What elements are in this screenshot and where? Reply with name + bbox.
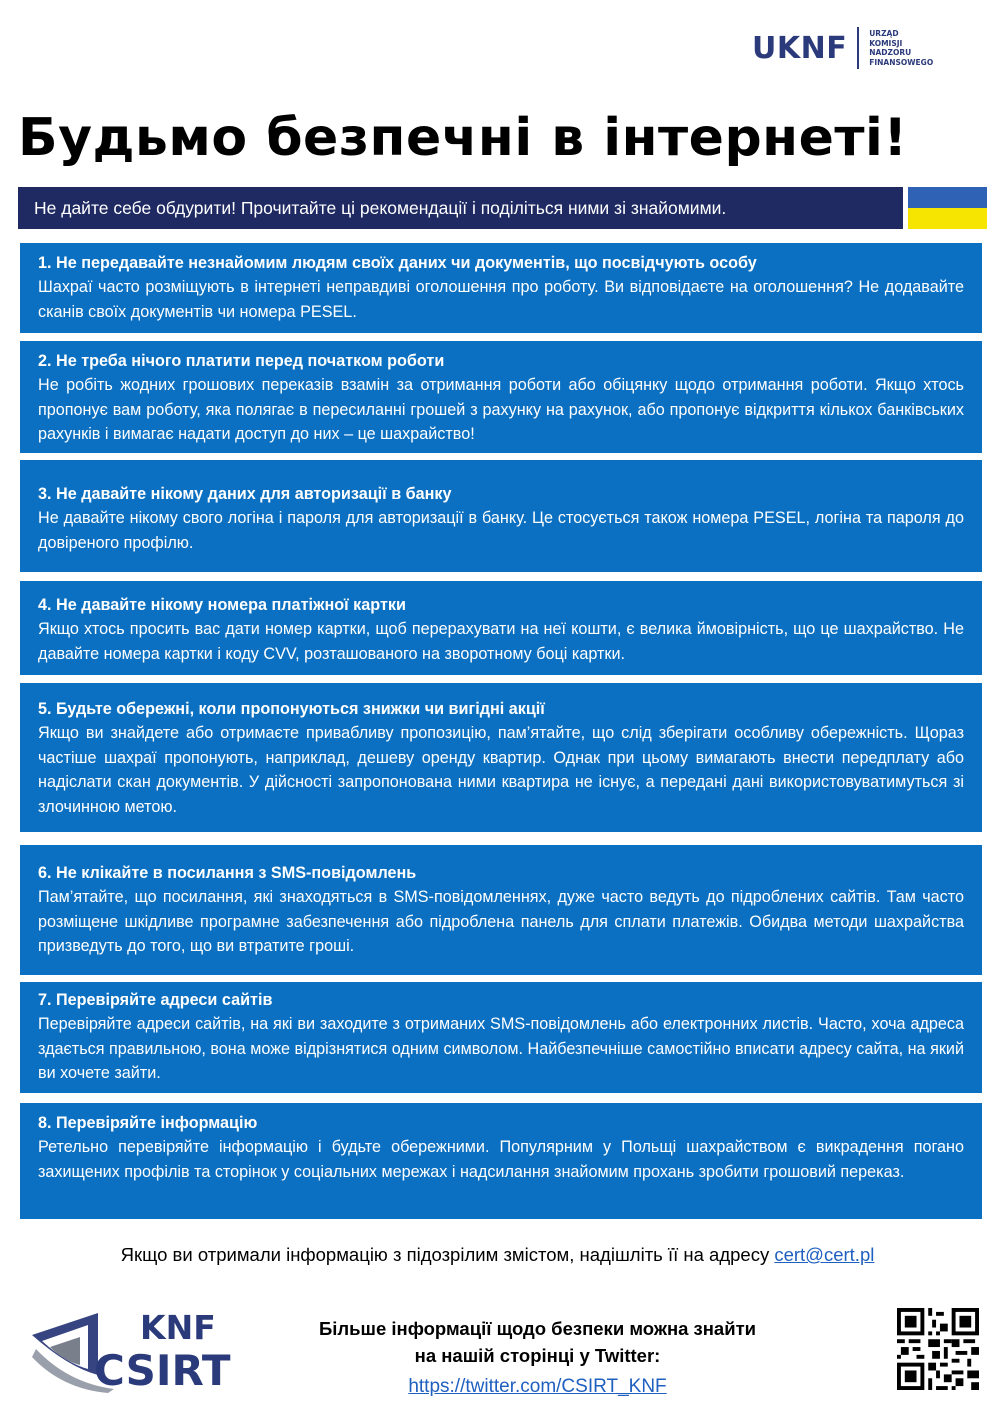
tip-body: Перевіряйте адреси сайтів, на які ви заходите з отриманих SMS-повідомлень або електронних листів. Часто, хоча адреса здається правильною, вона може відрізнятися одним символом. Найбезпечніше самостійно вписати адресу сайта, на який ви хочете зайти. xyxy=(38,1015,964,1082)
tip-card-6 xyxy=(20,845,982,975)
tip-body: Якщо хтось просить вас дати номер картки, щоб перерахувати на неї кошти, є велика ймовірність, що це шахрайство. Не давайте номера картки і коду CVV, розташованого на зворотному боці картки. xyxy=(38,620,964,663)
uknf-logo xyxy=(752,26,933,70)
tip-heading: 3. Не давайте нікому даних для авторизації в банку xyxy=(38,485,452,503)
tip-body: Пам’ятайте, що посилання, які знаходяться в SMS-повідомленнях, дуже часто ведуть до підроблених сайтів. Там часто розміщене шкідливе програмне забезпечення або підроблена панель для сплати платежів. Обидва методи шахрайства призведуть до того, що ви втратите гроші. xyxy=(38,888,964,955)
tip-body: Ретельно перевіряйте інформацію і будьте обережними. Популярним у Польщі шахрайством є викрадення погано захищених профілів та сторінок у соціальних мережах і надсилання знайомим прохань зробити грошовий переказ. xyxy=(38,1138,964,1181)
tip-body: Не робіть жодних грошових переказів взамін за отримання роботи або обіцянку щодо отримання роботи. Якщо хтось пропонує вам роботу, яка полягає в пересиланні грошей з рахунку на рахунок, або пропонує відкриття кількох банківських рахунків і вимагає надати доступ до них – це шахрайство! xyxy=(38,376,964,443)
uknf-logo-word: UKNF xyxy=(752,30,848,66)
knf-csirt-logo xyxy=(28,1305,233,1395)
tip-card-7 xyxy=(20,982,982,1093)
uknf-logo-sub-line: KOMISJI xyxy=(869,38,903,48)
subtitle-text: Не дайте себе обдурити! Прочитайте ці рекомендації і поділіться ними зі знайомими. xyxy=(34,197,727,218)
tip-card-8 xyxy=(20,1103,982,1219)
tip-body: Шахраї часто розміщують в інтернеті неправдиві оголошення про роботу. Ви відповідаєте на оголошення? Не додавайте сканів своїх документів чи номера PESEL. xyxy=(38,278,964,321)
more-info-line: на нашій сторінці у Twitter: xyxy=(414,1345,661,1366)
tip-heading: 8. Перевіряйте інформацію xyxy=(38,1114,258,1132)
qr-code-icon[interactable] xyxy=(897,1307,979,1391)
tip-card-5 xyxy=(20,683,982,832)
tip-heading: 2. Не треба нічого платити перед початком роботи xyxy=(38,352,445,370)
ukraine-flag-icon xyxy=(908,187,987,229)
tip-card-2 xyxy=(20,341,982,453)
tip-heading: 5. Будьте обережні, коли пропонуються знижки чи вигідні акції xyxy=(38,700,545,718)
tip-heading: 4. Не давайте нікому номера платіжної картки xyxy=(38,596,406,614)
report-text: Якщо ви отримали інформацію з підозрілим змістом, надішліть її на адресу xyxy=(120,1244,775,1265)
uknf-logo-sub-line: FINANSOWEGO xyxy=(869,57,934,67)
tip-heading: 1. Не передавайте незнайомим людям своїх даних чи документів, що посвідчують особу xyxy=(38,254,757,272)
tip-heading: 7. Перевіряйте адреси сайтів xyxy=(38,991,273,1009)
uknf-logo-divider xyxy=(857,27,859,69)
knf-logo-bottom: CSIRT xyxy=(94,1346,231,1395)
report-email-link[interactable]: cert@cert.pl xyxy=(774,1244,875,1265)
uknf-logo-sub-line: NADZORU xyxy=(869,48,912,57)
more-info-text xyxy=(260,1315,815,1369)
page-title: Будьмо безпечні в інтернеті! xyxy=(18,108,908,168)
tip-body: Не давайте нікому свого логіна і пароля для авторизації в банку. Це стосується також номера PESEL, логіна та пароля до довіреного профілю. xyxy=(38,509,964,552)
flag-blue-stripe xyxy=(908,187,987,208)
more-info-line: Більше інформації щодо безпеки можна знайти xyxy=(318,1318,757,1339)
subtitle-banner xyxy=(18,187,903,229)
tip-body: Якщо ви знайдете або отримаєте привабливу пропозицію, пам’ятайте, що слід зберігати особливу обережність. Щораз частіше шахраї пропонують, наприклад, дешеву оренду квартир. Однак при цьому вимагають внести передплату або надіслати скан документів. У дійсності запропонована ними квартира не існує, а передані дані використовуватимуться зі злочинною метою. xyxy=(38,724,964,816)
tip-heading: 6. Не клікайте в посилання з SMS-повідомлень xyxy=(38,864,417,882)
uknf-logo-sub-line: URZĄD xyxy=(869,29,899,38)
tip-card-3 xyxy=(20,460,982,572)
tip-card-4 xyxy=(20,581,982,675)
flag-yellow-stripe xyxy=(908,208,987,229)
twitter-link[interactable]: https://twitter.com/CSIRT_KNF xyxy=(408,1376,667,1397)
tip-card-1 xyxy=(20,243,982,333)
knf-logo-top: KNF xyxy=(140,1308,216,1347)
report-line xyxy=(0,1244,995,1266)
uknf-logo-subtitle xyxy=(869,29,933,67)
